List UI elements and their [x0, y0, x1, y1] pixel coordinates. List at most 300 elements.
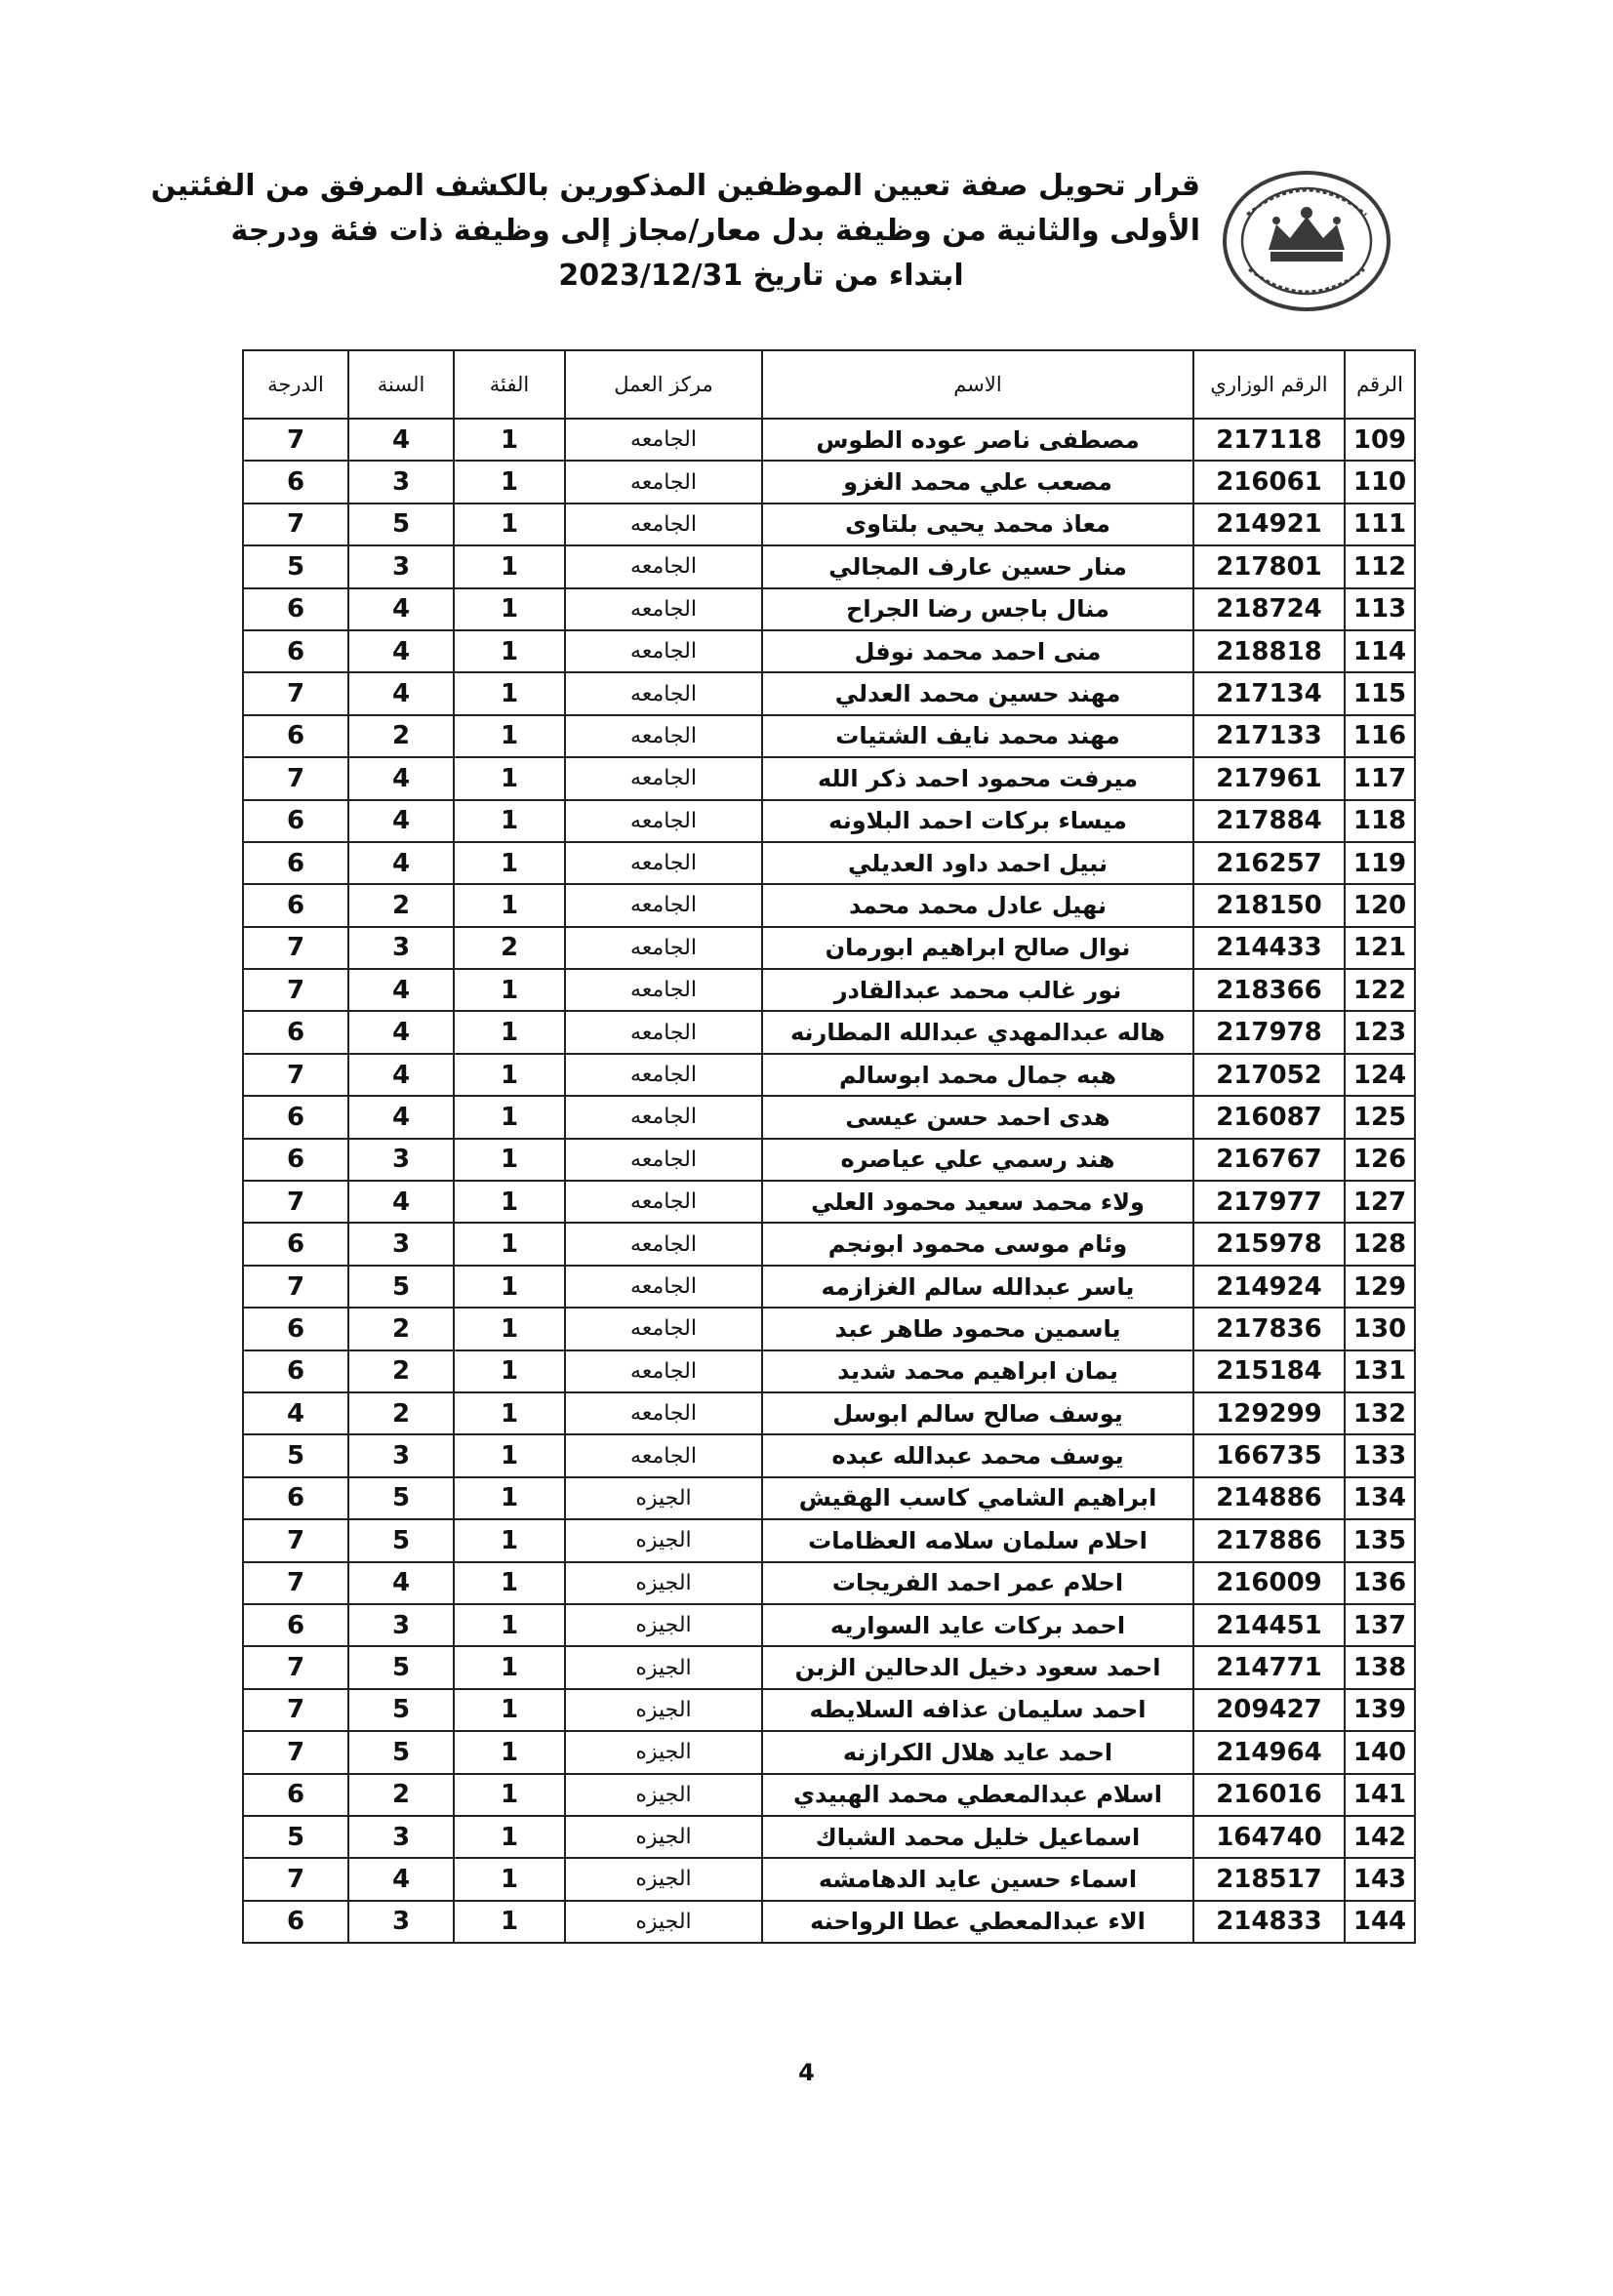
table-row: [243, 715, 1415, 757]
row-number-cell: 112: [1345, 545, 1415, 587]
row-number-cell: 137: [1345, 1604, 1415, 1646]
row-number-cell: 131: [1345, 1350, 1415, 1392]
employee-name-cell: نوال صالح ابراهيم ابورمان: [762, 927, 1193, 969]
employee-name-cell: نور غالب محمد عبدالقادر: [762, 969, 1193, 1011]
employee-name-cell: منى احمد محمد نوفل: [762, 630, 1193, 672]
category-cell: 1: [454, 588, 565, 630]
year-cell: 4: [348, 672, 454, 714]
year-cell: 2: [348, 884, 454, 926]
table-row: [243, 630, 1415, 672]
table-row: [243, 504, 1415, 545]
grade-cell: 6: [243, 1901, 348, 1943]
row-number-cell: 114: [1345, 630, 1415, 672]
grade-cell: 5: [243, 1816, 348, 1858]
row-number-cell: 111: [1345, 504, 1415, 545]
header-ministry-no: الرقم الوزاري: [1193, 350, 1345, 419]
employee-name-cell: ولاء محمد سعيد محمود العلي: [762, 1181, 1193, 1223]
table-row: [243, 842, 1415, 884]
work-center-cell: الجيزه: [565, 1646, 762, 1688]
ministry-number-cell: 216061: [1193, 461, 1345, 503]
row-number-cell: 125: [1345, 1096, 1415, 1138]
table-body: [243, 419, 1415, 1943]
work-center-cell: الجامعه: [565, 1181, 762, 1223]
grade-cell: 6: [243, 588, 348, 630]
year-cell: 3: [348, 1139, 454, 1181]
work-center-cell: الجامعه: [565, 1392, 762, 1434]
year-cell: 5: [348, 1519, 454, 1561]
ministry-number-cell: 214924: [1193, 1266, 1345, 1308]
header-category: الفئة: [454, 350, 565, 419]
header-work-center: مركز العمل: [565, 350, 762, 419]
employee-name-cell: ياسر عبدالله سالم الغزازمه: [762, 1266, 1193, 1308]
ministry-number-cell: 164740: [1193, 1816, 1345, 1858]
category-cell: 1: [454, 461, 565, 503]
grade-cell: 7: [243, 1181, 348, 1223]
employee-name-cell: احلام سلمان سلامه العظامات: [762, 1519, 1193, 1561]
category-cell: 1: [454, 1011, 565, 1053]
table-row: [243, 1604, 1415, 1646]
category-cell: 1: [454, 1434, 565, 1476]
grade-cell: 6: [243, 461, 348, 503]
work-center-cell: الجامعه: [565, 884, 762, 926]
category-cell: 1: [454, 1350, 565, 1392]
header-grade: الدرجة: [243, 350, 348, 419]
employee-name-cell: احمد بركات عايد السواريه: [762, 1604, 1193, 1646]
employee-name-cell: احلام عمر احمد الفريجات: [762, 1562, 1193, 1604]
category-cell: 1: [454, 1181, 565, 1223]
work-center-cell: الجامعه: [565, 927, 762, 969]
work-center-cell: الجامعه: [565, 969, 762, 1011]
table-row: [243, 1774, 1415, 1816]
grade-cell: 7: [243, 757, 348, 799]
employee-name-cell: وئام موسى محمود ابونجم: [762, 1223, 1193, 1265]
employee-name-cell: احمد سليمان عذافه السلايطه: [762, 1689, 1193, 1731]
year-cell: 5: [348, 1689, 454, 1731]
ministry-number-cell: 217884: [1193, 800, 1345, 842]
employee-name-cell: منار حسين عارف المجالي: [762, 545, 1193, 587]
year-cell: 4: [348, 1096, 454, 1138]
year-cell: 5: [348, 1646, 454, 1688]
employee-name-cell: اسلام عبدالمعطي محمد الهبيدي: [762, 1774, 1193, 1816]
row-number-cell: 118: [1345, 800, 1415, 842]
table-row: [243, 1392, 1415, 1434]
year-cell: 3: [348, 545, 454, 587]
work-center-cell: الجيزه: [565, 1519, 762, 1561]
grade-cell: 7: [243, 1731, 348, 1773]
grade-cell: 6: [243, 1350, 348, 1392]
year-cell: 5: [348, 504, 454, 545]
table-row: [243, 1816, 1415, 1858]
work-center-cell: الجامعه: [565, 1011, 762, 1053]
table-row: [243, 1519, 1415, 1561]
employee-name-cell: مصطفى ناصر عوده الطوس: [762, 419, 1193, 461]
table-row: [243, 757, 1415, 799]
row-number-cell: 126: [1345, 1139, 1415, 1181]
work-center-cell: الجامعه: [565, 1223, 762, 1265]
grade-cell: 7: [243, 1519, 348, 1561]
row-number-cell: 144: [1345, 1901, 1415, 1943]
work-center-cell: الجامعه: [565, 504, 762, 545]
category-cell: 1: [454, 969, 565, 1011]
employee-name-cell: يمان ابراهيم محمد شديد: [762, 1350, 1193, 1392]
category-cell: 1: [454, 884, 565, 926]
row-number-cell: 113: [1345, 588, 1415, 630]
grade-cell: 6: [243, 630, 348, 672]
ministry-number-cell: 217134: [1193, 672, 1345, 714]
year-cell: 4: [348, 1562, 454, 1604]
work-center-cell: الجامعه: [565, 588, 762, 630]
work-center-cell: الجيزه: [565, 1816, 762, 1858]
table-row: [243, 1901, 1415, 1943]
employee-name-cell: ياسمين محمود طاهر عبد: [762, 1308, 1193, 1349]
row-number-cell: 110: [1345, 461, 1415, 503]
ministry-number-cell: 217978: [1193, 1011, 1345, 1053]
grade-cell: 6: [243, 1774, 348, 1816]
year-cell: 3: [348, 1434, 454, 1476]
grade-cell: 7: [243, 419, 348, 461]
ministry-number-cell: 214433: [1193, 927, 1345, 969]
year-cell: 3: [348, 1223, 454, 1265]
table-row: [243, 1434, 1415, 1476]
table-row: [243, 800, 1415, 842]
year-cell: 4: [348, 1054, 454, 1096]
work-center-cell: الجيزه: [565, 1901, 762, 1943]
category-cell: 1: [454, 715, 565, 757]
row-number-cell: 127: [1345, 1181, 1415, 1223]
employee-name-cell: مهند حسين محمد العدلي: [762, 672, 1193, 714]
table-row: [243, 1096, 1415, 1138]
row-number-cell: 142: [1345, 1816, 1415, 1858]
ministry-number-cell: 218517: [1193, 1858, 1345, 1900]
table-row: [243, 884, 1415, 926]
table-row: [243, 1562, 1415, 1604]
ministry-number-cell: 166735: [1193, 1434, 1345, 1476]
employees-table: [242, 349, 1416, 1944]
grade-cell: 6: [243, 884, 348, 926]
table-row: [243, 1350, 1415, 1392]
work-center-cell: الجامعه: [565, 1308, 762, 1349]
grade-cell: 7: [243, 927, 348, 969]
ministry-number-cell: 216087: [1193, 1096, 1345, 1138]
header-line-2: الأولى والثانية من وظيفة بدل معار/مجاز إلى وظيفة ذات فئة ودرجة: [230, 214, 1200, 248]
employee-name-cell: هدى احمد حسن عيسى: [762, 1096, 1193, 1138]
ministry-number-cell: 217133: [1193, 715, 1345, 757]
work-center-cell: الجامعه: [565, 1266, 762, 1308]
employee-name-cell: الاء عبدالمعطي عطا الرواحنه: [762, 1901, 1193, 1943]
work-center-cell: الجامعه: [565, 1350, 762, 1392]
year-cell: 4: [348, 1181, 454, 1223]
row-number-cell: 139: [1345, 1689, 1415, 1731]
category-cell: 1: [454, 1308, 565, 1349]
year-cell: 2: [348, 1350, 454, 1392]
grade-cell: 6: [243, 1223, 348, 1265]
grade-cell: 5: [243, 545, 348, 587]
category-cell: 1: [454, 1604, 565, 1646]
ministry-number-cell: 217961: [1193, 757, 1345, 799]
table-row: [243, 1858, 1415, 1900]
grade-cell: 6: [243, 715, 348, 757]
row-number-cell: 129: [1345, 1266, 1415, 1308]
ministry-number-cell: 209427: [1193, 1689, 1345, 1731]
header-line-3: ابتداء من تاريخ 2023/12/31: [558, 259, 964, 293]
header-name: الاسم: [762, 350, 1193, 419]
employee-name-cell: اسماعيل خليل محمد الشباك: [762, 1816, 1193, 1858]
category-cell: 1: [454, 1816, 565, 1858]
employee-name-cell: مصعب علي محمد الغزو: [762, 461, 1193, 503]
grade-cell: 7: [243, 1054, 348, 1096]
ministry-number-cell: 218366: [1193, 969, 1345, 1011]
grade-cell: 7: [243, 1858, 348, 1900]
grade-cell: 7: [243, 504, 348, 545]
table-row: [243, 1646, 1415, 1688]
category-cell: 1: [454, 1477, 565, 1519]
year-cell: 4: [348, 757, 454, 799]
header-year: السنة: [348, 350, 454, 419]
grade-cell: 7: [243, 1266, 348, 1308]
row-number-cell: 136: [1345, 1562, 1415, 1604]
ministry-number-cell: 214964: [1193, 1731, 1345, 1773]
row-number-cell: 133: [1345, 1434, 1415, 1476]
ministry-number-cell: 214771: [1193, 1646, 1345, 1688]
year-cell: 5: [348, 1477, 454, 1519]
grade-cell: 6: [243, 1096, 348, 1138]
work-center-cell: الجامعه: [565, 1139, 762, 1181]
year-cell: 3: [348, 1816, 454, 1858]
ministry-number-cell: 216257: [1193, 842, 1345, 884]
row-number-cell: 116: [1345, 715, 1415, 757]
year-cell: 4: [348, 419, 454, 461]
table-row: [243, 588, 1415, 630]
table-row: [243, 1139, 1415, 1181]
table-row: [243, 1266, 1415, 1308]
ministry-number-cell: 217801: [1193, 545, 1345, 587]
table-row: [243, 1477, 1415, 1519]
work-center-cell: الجامعه: [565, 545, 762, 587]
grade-cell: 5: [243, 1434, 348, 1476]
category-cell: 1: [454, 1774, 565, 1816]
row-number-cell: 140: [1345, 1731, 1415, 1773]
work-center-cell: الجامعه: [565, 672, 762, 714]
ministry-number-cell: 214886: [1193, 1477, 1345, 1519]
page-number: 4: [798, 2059, 815, 2086]
employee-name-cell: هاله عبدالمهدي عبدالله المطارنه: [762, 1011, 1193, 1053]
grade-cell: 6: [243, 1011, 348, 1053]
year-cell: 3: [348, 927, 454, 969]
category-cell: 1: [454, 545, 565, 587]
header-no: الرقم: [1345, 350, 1415, 419]
grade-cell: 6: [243, 1308, 348, 1349]
ministry-number-cell: 214833: [1193, 1901, 1345, 1943]
category-cell: 1: [454, 1519, 565, 1561]
category-cell: 1: [454, 842, 565, 884]
year-cell: 4: [348, 969, 454, 1011]
work-center-cell: الجامعه: [565, 1054, 762, 1096]
work-center-cell: الجامعه: [565, 1096, 762, 1138]
ministry-number-cell: 216767: [1193, 1139, 1345, 1181]
ministry-number-cell: 216016: [1193, 1774, 1345, 1816]
ministry-number-cell: 129299: [1193, 1392, 1345, 1434]
employee-name-cell: نبيل احمد داود العديلي: [762, 842, 1193, 884]
table-row: [243, 1731, 1415, 1773]
grade-cell: 6: [243, 842, 348, 884]
category-cell: 1: [454, 1266, 565, 1308]
category-cell: 1: [454, 1901, 565, 1943]
grade-cell: 7: [243, 1562, 348, 1604]
category-cell: 1: [454, 1689, 565, 1731]
year-cell: 5: [348, 1731, 454, 1773]
category-cell: 1: [454, 1096, 565, 1138]
grade-cell: 6: [243, 1139, 348, 1181]
year-cell: 4: [348, 800, 454, 842]
row-number-cell: 143: [1345, 1858, 1415, 1900]
year-cell: 4: [348, 842, 454, 884]
work-center-cell: الجامعه: [565, 461, 762, 503]
employee-name-cell: يوسف محمد عبدالله عبده: [762, 1434, 1193, 1476]
category-cell: 2: [454, 927, 565, 969]
work-center-cell: الجيزه: [565, 1689, 762, 1731]
table-row: [243, 419, 1415, 461]
table-row: [243, 969, 1415, 1011]
year-cell: 4: [348, 1011, 454, 1053]
row-number-cell: 123: [1345, 1011, 1415, 1053]
work-center-cell: الجامعه: [565, 757, 762, 799]
row-number-cell: 109: [1345, 419, 1415, 461]
year-cell: 2: [348, 715, 454, 757]
category-cell: 1: [454, 1223, 565, 1265]
table-row: [243, 1689, 1415, 1731]
row-number-cell: 128: [1345, 1223, 1415, 1265]
category-cell: 1: [454, 1646, 565, 1688]
work-center-cell: الجامعه: [565, 800, 762, 842]
ministry-number-cell: 215184: [1193, 1350, 1345, 1392]
table-row: [243, 461, 1415, 503]
category-cell: 1: [454, 672, 565, 714]
grade-cell: 6: [243, 800, 348, 842]
row-number-cell: 121: [1345, 927, 1415, 969]
work-center-cell: الجيزه: [565, 1731, 762, 1773]
year-cell: 5: [348, 1266, 454, 1308]
employee-name-cell: ميساء بركات احمد البلاونه: [762, 800, 1193, 842]
employee-name-cell: هند رسمي علي عياصره: [762, 1139, 1193, 1181]
ministry-number-cell: 217836: [1193, 1308, 1345, 1349]
ministry-number-cell: 218150: [1193, 884, 1345, 926]
table-row: [243, 1308, 1415, 1349]
row-number-cell: 120: [1345, 884, 1415, 926]
employee-name-cell: اسماء حسين عايد الدهامشه: [762, 1858, 1193, 1900]
category-cell: 1: [454, 800, 565, 842]
year-cell: 3: [348, 461, 454, 503]
employee-name-cell: ميرفت محمود احمد ذكر الله: [762, 757, 1193, 799]
row-number-cell: 122: [1345, 969, 1415, 1011]
category-cell: 1: [454, 419, 565, 461]
year-cell: 4: [348, 588, 454, 630]
ministry-number-cell: 214451: [1193, 1604, 1345, 1646]
employee-name-cell: معاذ محمد يحيى بلتاوى: [762, 504, 1193, 545]
row-number-cell: 117: [1345, 757, 1415, 799]
work-center-cell: الجيزه: [565, 1562, 762, 1604]
work-center-cell: الجامعه: [565, 1434, 762, 1476]
grade-cell: 7: [243, 969, 348, 1011]
table-row: [243, 1054, 1415, 1096]
grade-cell: 4: [243, 1392, 348, 1434]
row-number-cell: 115: [1345, 672, 1415, 714]
work-center-cell: الجامعه: [565, 842, 762, 884]
category-cell: 1: [454, 1054, 565, 1096]
ministry-number-cell: 218724: [1193, 588, 1345, 630]
grade-cell: 7: [243, 1646, 348, 1688]
year-cell: 2: [348, 1392, 454, 1434]
employee-name-cell: نهيل عادل محمد محمد: [762, 884, 1193, 926]
work-center-cell: الجيزه: [565, 1858, 762, 1900]
work-center-cell: الجيزه: [565, 1774, 762, 1816]
ministry-number-cell: 217118: [1193, 419, 1345, 461]
employee-name-cell: منال باجس رضا الجراح: [762, 588, 1193, 630]
category-cell: 1: [454, 757, 565, 799]
row-number-cell: 141: [1345, 1774, 1415, 1816]
row-number-cell: 134: [1345, 1477, 1415, 1519]
row-number-cell: 130: [1345, 1308, 1415, 1349]
year-cell: 3: [348, 1901, 454, 1943]
row-number-cell: 135: [1345, 1519, 1415, 1561]
row-number-cell: 132: [1345, 1392, 1415, 1434]
employee-name-cell: هبه جمال محمد ابوسالم: [762, 1054, 1193, 1096]
ministry-number-cell: 217052: [1193, 1054, 1345, 1096]
employee-name-cell: احمد سعود دخيل الدحالين الزبن: [762, 1646, 1193, 1688]
category-cell: 1: [454, 504, 565, 545]
grade-cell: 6: [243, 1604, 348, 1646]
category-cell: 1: [454, 1139, 565, 1181]
employee-name-cell: مهند محمد نايف الشتيات: [762, 715, 1193, 757]
work-center-cell: الجيزه: [565, 1477, 762, 1519]
ministry-number-cell: 214921: [1193, 504, 1345, 545]
year-cell: 4: [348, 1858, 454, 1900]
category-cell: 1: [454, 1392, 565, 1434]
crown-emblem-seal-icon: [1218, 168, 1395, 314]
work-center-cell: الجامعه: [565, 715, 762, 757]
grade-cell: 7: [243, 1689, 348, 1731]
employee-name-cell: احمد عايد هلال الكرازنه: [762, 1731, 1193, 1773]
table-row: [243, 545, 1415, 587]
row-number-cell: 138: [1345, 1646, 1415, 1688]
ministry-number-cell: 217886: [1193, 1519, 1345, 1561]
category-cell: 1: [454, 630, 565, 672]
ministry-number-cell: 215978: [1193, 1223, 1345, 1265]
grade-cell: 6: [243, 1477, 348, 1519]
work-center-cell: الجامعه: [565, 419, 762, 461]
decision-header: [150, 164, 1200, 299]
ministry-number-cell: 216009: [1193, 1562, 1345, 1604]
table-row: [243, 1011, 1415, 1053]
row-number-cell: 124: [1345, 1054, 1415, 1096]
table-row: [243, 1223, 1415, 1265]
table-row: [243, 1181, 1415, 1223]
category-cell: 1: [454, 1562, 565, 1604]
category-cell: 1: [454, 1731, 565, 1773]
ministry-number-cell: 218818: [1193, 630, 1345, 672]
ministry-number-cell: 217977: [1193, 1181, 1345, 1223]
table-row: [243, 672, 1415, 714]
year-cell: 4: [348, 630, 454, 672]
row-number-cell: 119: [1345, 842, 1415, 884]
header-line-1: قرار تحويل صفة تعيين الموظفين المذكورين بالكشف المرفق من الفئتين: [150, 169, 1200, 203]
category-cell: 1: [454, 1858, 565, 1900]
year-cell: 2: [348, 1774, 454, 1816]
table-header-row: [243, 350, 1415, 419]
employee-name-cell: يوسف صالح سالم ابوسل: [762, 1392, 1193, 1434]
year-cell: 2: [348, 1308, 454, 1349]
year-cell: 3: [348, 1604, 454, 1646]
employee-name-cell: ابراهيم الشامي كاسب الهقيش: [762, 1477, 1193, 1519]
